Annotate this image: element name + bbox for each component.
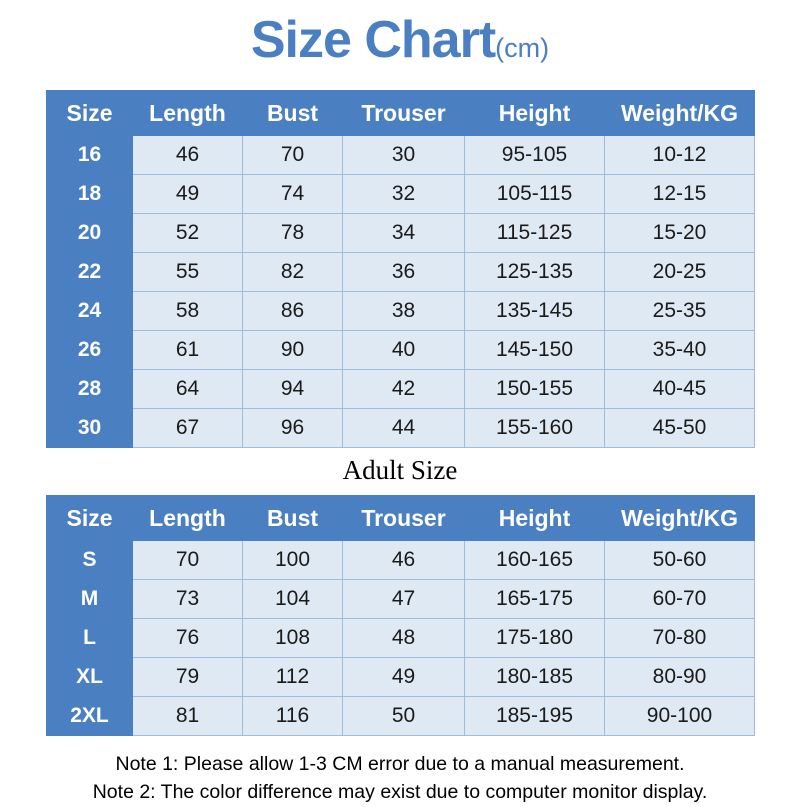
column-header-length: Length [133, 496, 243, 541]
table-row [47, 658, 755, 697]
cell-weight: 80-90 [605, 658, 755, 697]
cell-bust: 94 [243, 370, 343, 409]
cell-height: 115-125 [465, 214, 605, 253]
cell-height: 160-165 [465, 541, 605, 580]
cell-height: 135-145 [465, 292, 605, 331]
cell-height: 155-160 [465, 409, 605, 448]
cell-weight: 15-20 [605, 214, 755, 253]
kids-size-table-block [46, 90, 754, 448]
cell-trouser: 49 [343, 658, 465, 697]
table-header-row [47, 91, 755, 136]
cell-length: 73 [133, 580, 243, 619]
cell-size: L [47, 619, 133, 658]
cell-size: 2XL [47, 697, 133, 736]
column-header-weight: Weight/KG [605, 496, 755, 541]
cell-trouser: 48 [343, 619, 465, 658]
cell-bust: 90 [243, 331, 343, 370]
column-header-size: Size [47, 91, 133, 136]
cell-size: 20 [47, 214, 133, 253]
cell-bust: 96 [243, 409, 343, 448]
cell-size: 24 [47, 292, 133, 331]
notes-block [0, 750, 800, 807]
cell-bust: 74 [243, 175, 343, 214]
cell-bust: 78 [243, 214, 343, 253]
cell-size: 16 [47, 136, 133, 175]
cell-length: 79 [133, 658, 243, 697]
table-row [47, 175, 755, 214]
cell-weight: 10-12 [605, 136, 755, 175]
cell-weight: 50-60 [605, 541, 755, 580]
cell-trouser: 47 [343, 580, 465, 619]
cell-weight: 25-35 [605, 292, 755, 331]
table-row [47, 253, 755, 292]
cell-weight: 35-40 [605, 331, 755, 370]
cell-size: 30 [47, 409, 133, 448]
table-header-row [47, 496, 755, 541]
cell-weight: 60-70 [605, 580, 755, 619]
cell-weight: 90-100 [605, 697, 755, 736]
cell-length: 67 [133, 409, 243, 448]
column-header-trouser: Trouser [343, 91, 465, 136]
cell-weight: 70-80 [605, 619, 755, 658]
cell-length: 46 [133, 136, 243, 175]
note-1: Note 1: Please allow 1-3 CM error due to a manual measurement. [115, 753, 685, 775]
cell-height: 95-105 [465, 136, 605, 175]
kids-size-table [46, 90, 755, 448]
cell-trouser: 46 [343, 541, 465, 580]
cell-trouser: 36 [343, 253, 465, 292]
column-header-weight: Weight/KG [605, 91, 755, 136]
cell-length: 70 [133, 541, 243, 580]
table-row [47, 619, 755, 658]
adult-size-table-block [46, 495, 754, 736]
table-row [47, 136, 755, 175]
column-header-size: Size [47, 496, 133, 541]
column-header-bust: Bust [243, 496, 343, 541]
column-header-length: Length [133, 91, 243, 136]
cell-height: 105-115 [465, 175, 605, 214]
column-header-bust: Bust [243, 91, 343, 136]
cell-height: 125-135 [465, 253, 605, 292]
cell-weight: 45-50 [605, 409, 755, 448]
table-row [47, 541, 755, 580]
adult-size-table [46, 495, 755, 736]
cell-trouser: 30 [343, 136, 465, 175]
cell-size: M [47, 580, 133, 619]
cell-bust: 112 [243, 658, 343, 697]
cell-trouser: 32 [343, 175, 465, 214]
cell-trouser: 38 [343, 292, 465, 331]
cell-length: 81 [133, 697, 243, 736]
column-header-height: Height [465, 91, 605, 136]
page-title [0, 0, 800, 69]
cell-bust: 100 [243, 541, 343, 580]
cell-length: 49 [133, 175, 243, 214]
cell-length: 58 [133, 292, 243, 331]
column-header-height: Height [465, 496, 605, 541]
cell-length: 52 [133, 214, 243, 253]
cell-height: 175-180 [465, 619, 605, 658]
cell-height: 185-195 [465, 697, 605, 736]
cell-bust: 116 [243, 697, 343, 736]
cell-trouser: 40 [343, 331, 465, 370]
cell-height: 180-185 [465, 658, 605, 697]
cell-weight: 20-25 [605, 253, 755, 292]
cell-size: 26 [47, 331, 133, 370]
table-row [47, 214, 755, 253]
table-row [47, 697, 755, 736]
adult-size-label: Adult Size [342, 455, 458, 485]
cell-length: 64 [133, 370, 243, 409]
cell-height: 150-155 [465, 370, 605, 409]
cell-bust: 70 [243, 136, 343, 175]
cell-size: S [47, 541, 133, 580]
cell-bust: 104 [243, 580, 343, 619]
table-row [47, 292, 755, 331]
cell-size: 28 [47, 370, 133, 409]
cell-bust: 108 [243, 619, 343, 658]
cell-size: 22 [47, 253, 133, 292]
cell-trouser: 44 [343, 409, 465, 448]
cell-length: 55 [133, 253, 243, 292]
cell-length: 76 [133, 619, 243, 658]
page-title-text: Size Chart [250, 11, 496, 69]
cell-size: 18 [47, 175, 133, 214]
cell-height: 165-175 [465, 580, 605, 619]
table-row [47, 580, 755, 619]
cell-trouser: 34 [343, 214, 465, 253]
cell-trouser: 50 [343, 697, 465, 736]
cell-weight: 40-45 [605, 370, 755, 409]
table-row [47, 331, 755, 370]
cell-weight: 12-15 [605, 175, 755, 214]
column-header-trouser: Trouser [343, 496, 465, 541]
cell-trouser: 42 [343, 370, 465, 409]
page-title-unit: (cm) [495, 33, 550, 63]
cell-bust: 82 [243, 253, 343, 292]
cell-height: 145-150 [465, 331, 605, 370]
cell-bust: 86 [243, 292, 343, 331]
note-2: Note 2: The color difference may exist due to computer monitor display. [92, 781, 708, 804]
cell-length: 61 [133, 331, 243, 370]
table-row [47, 370, 755, 409]
cell-size: XL [47, 658, 133, 697]
table-row [47, 409, 755, 448]
